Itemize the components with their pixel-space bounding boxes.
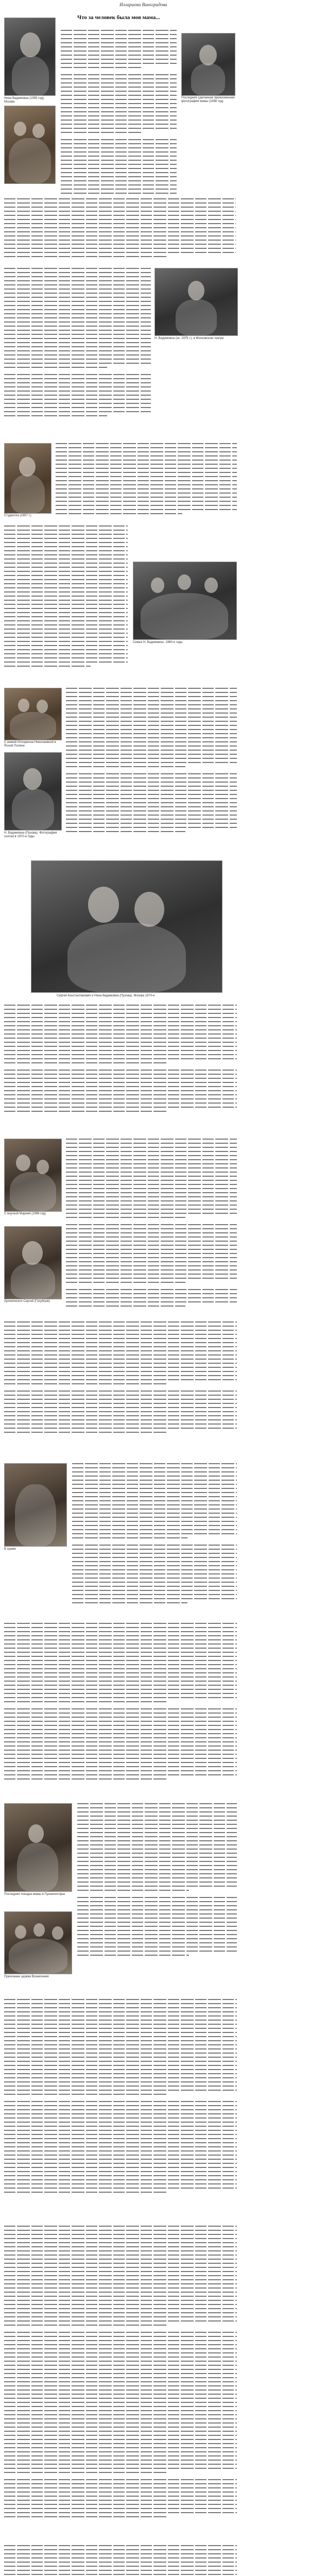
photo-caption: Семья Н. Вадимовны. 1960-е годы bbox=[133, 641, 183, 644]
portrait-photo bbox=[4, 18, 56, 96]
body-text bbox=[56, 443, 237, 520]
photo-caption: Нина Вадимовна (1955 год). Москва bbox=[4, 97, 45, 104]
archbishop-photo bbox=[4, 1226, 62, 1299]
author-name: Иллариона Виноградова bbox=[119, 2, 167, 7]
photo-caption: Последняя поездка мамы в Пушкиногорье bbox=[4, 1893, 65, 1896]
body-text bbox=[72, 1463, 237, 1618]
family-group-photo bbox=[133, 562, 237, 640]
portrait-photo bbox=[181, 33, 235, 96]
color-photo bbox=[4, 1139, 62, 1212]
couple-photo bbox=[31, 860, 222, 993]
body-text bbox=[66, 688, 237, 853]
travel-photo bbox=[4, 1803, 72, 1892]
photo-caption: Архиепископ Сергей (Голубцов) bbox=[4, 1300, 50, 1303]
photo-caption: В храме bbox=[4, 1548, 16, 1551]
church-photo bbox=[4, 1463, 67, 1547]
body-text bbox=[77, 1803, 237, 1989]
body-text bbox=[4, 268, 151, 438]
body-text bbox=[4, 1999, 237, 2215]
portrait-photo bbox=[4, 752, 62, 831]
family-photo bbox=[4, 106, 56, 184]
theatre-photo bbox=[154, 268, 238, 336]
body-text bbox=[4, 1005, 237, 1131]
photo-caption: С мамой Иллариона Николаевной в Ясной Поляне bbox=[4, 741, 56, 748]
photo-caption: Студентка (1957 г.) bbox=[4, 514, 31, 517]
photo-caption: Прихожане церкви Вознесения bbox=[4, 1975, 49, 1978]
photo-caption: Последняя сделанная прижизненная фотография мамы (1998 год) bbox=[181, 96, 235, 103]
body-text bbox=[4, 2545, 237, 2576]
photo-caption: Н. Вадимовна (ок. 1975 г.), в Московском театре bbox=[154, 337, 224, 340]
article-title: Что за человек была моя мама... bbox=[77, 14, 160, 21]
photo-caption: Н. Вадимовна (Пухова). Фотография снятая в 1970-е годы bbox=[4, 832, 57, 838]
body-text bbox=[4, 198, 236, 265]
student-photo bbox=[4, 443, 52, 514]
body-text bbox=[4, 2226, 237, 2535]
parishioners-photo bbox=[4, 1911, 72, 1974]
body-text bbox=[4, 1623, 237, 1793]
body-text bbox=[4, 1321, 237, 1455]
photo-caption: Сергей Константинович и Нина Вадимовна (Пухова). Москва 1970-е bbox=[57, 994, 155, 997]
body-text bbox=[4, 526, 128, 680]
body-text bbox=[66, 1139, 237, 1314]
photo-caption: С внучкой Марией (1998 год) bbox=[4, 1212, 46, 1215]
body-text bbox=[61, 30, 177, 195]
old-photo bbox=[4, 688, 62, 740]
